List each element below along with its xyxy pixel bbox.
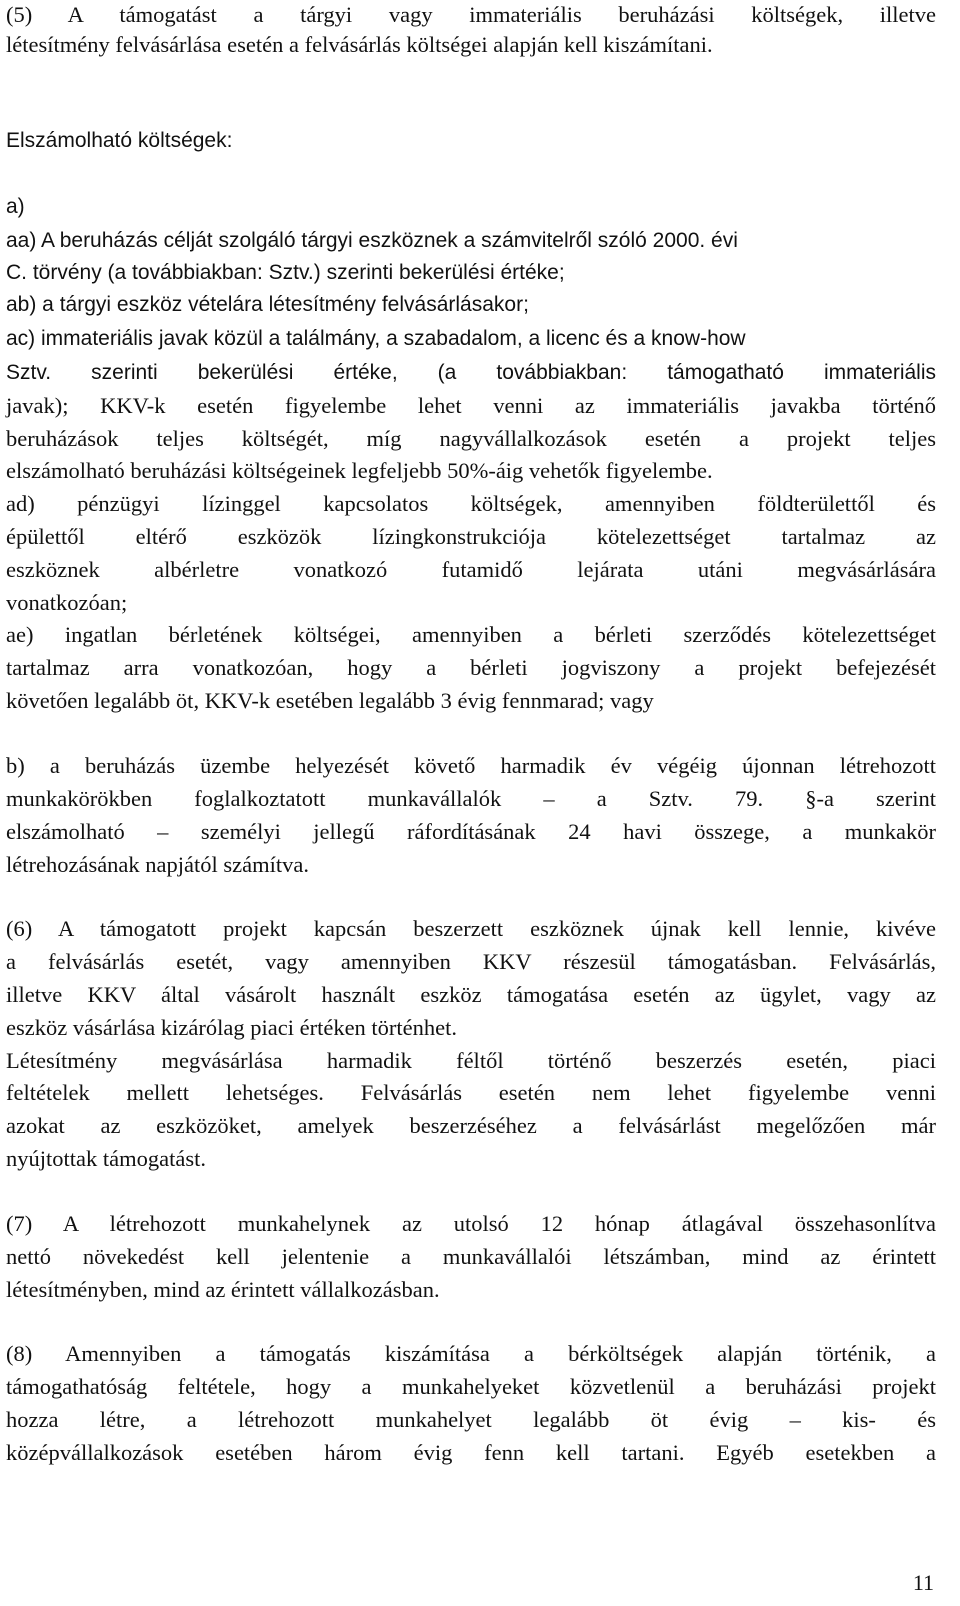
text-line: Sztv. szerinti bekerülési értéke, (a továbbiakban: támogatható immateriális [6, 361, 936, 384]
text-line: nyújtottak támogatást. [6, 1146, 206, 1171]
text-line: ae) ingatlan bérletének költségei, amennyiben a bérleti szerződés kötelezettséget [6, 622, 936, 647]
text-line: javak); KKV-k esetén figyelembe lehet venni az immateriális javakba történő [6, 393, 936, 418]
text-line: ac) immateriális javak közül a találmány, a szabadalom, a licenc és a know-how [6, 327, 746, 350]
text-line: elszámolható – személyi jellegű ráfordításának 24 havi összege, a munkakör [6, 819, 936, 844]
text-line: vonatkozóan; [6, 590, 128, 615]
text-line: a felvásárlás esetét, vagy amennyiben KKV részesül támogatásban. Felvásárlás, [6, 949, 936, 974]
text-line: feltételek mellett lehetséges. Felvásárlás esetén nem lehet figyelembe venni [6, 1080, 936, 1105]
text-line: (7) A létrehozott munkahelynek az utolsó 12 hónap átlagával összehasonlítva [6, 1211, 936, 1236]
text-line: nettó növekedést kell jelentenie a munkavállalói létszámban, mind az érintett [6, 1244, 936, 1269]
text-line: elszámolható beruházási költségeinek legfeljebb 50%-áig vehetők figyelembe. [6, 458, 713, 483]
text-line: hozza létre, a létrehozott munkahelyet legalább öt évig – kis- és [6, 1407, 936, 1432]
text-line: követően legalább öt, KKV-k esetében legalább 3 évig fennmarad; vagy [6, 688, 654, 713]
text-line: támogathatóság feltétele, hogy a munkahelyeket közvetlenül a beruházási projekt [6, 1374, 936, 1399]
text-line: munkakörökben foglalkoztatott munkavállalók – a Sztv. 79. §-a szerint [6, 786, 936, 811]
text-line: aa) A beruházás célját szolgáló tárgyi eszköznek a számvitelről szóló 2000. évi [6, 229, 738, 252]
text-line: Létesítmény megvásárlása harmadik féltől történő beszerzés esetén, piaci [6, 1048, 936, 1073]
text-line: tartalmaz arra vonatkozóan, hogy a bérleti jogviszony a projekt befejezését [6, 655, 936, 680]
text-line: (8) Amennyiben a támogatás kiszámítása a bérköltségek alapján történik, a [6, 1341, 936, 1366]
text-line: létesítményben, mind az érintett vállalkozásban. [6, 1277, 440, 1302]
text-line: (6) A támogatott projekt kapcsán beszerzett eszköznek újnak kell lennie, kivéve [6, 916, 936, 941]
text-line: épülettől eltérő eszközök lízingkonstrukciója kötelezettséget tartalmaz az [6, 524, 936, 549]
text-line: a) [6, 195, 25, 218]
text-line: ab) a tárgyi eszköz vételára létesítmény felvásárlásakor; [6, 293, 529, 316]
text-line: b) a beruházás üzembe helyezését követő harmadik év végéig újonnan létrehozott [6, 753, 936, 778]
text-line: eszköz vásárlása kizárólag piaci értéken történhet. [6, 1015, 458, 1040]
text-line: létesítmény felvásárlása esetén a felvásárlás költségei alapján kell kiszámítani. [6, 32, 713, 57]
text-line: beruházások teljes költségét, míg nagyvállalkozások esetén a projekt teljes [6, 426, 936, 451]
text-line: illetve KKV által vásárolt használt eszköz támogatása esetén az ügylet, vagy az [6, 982, 936, 1007]
text-line: létrehozásának napjától számítva. [6, 852, 309, 877]
text-line: (5) A támogatást a tárgyi vagy immateriális beruházási költségek, illetve [6, 2, 936, 27]
text-line: azokat az eszközöket, amelyek beszerzéséhez a felvásárlást megelőzően már [6, 1113, 936, 1138]
text-line: ad) pénzügyi lízinggel kapcsolatos költségek, amennyiben földterülettől és [6, 491, 936, 516]
text-line: középvállalkozások esetében három évig fenn kell tartani. Egyéb esetekben a [6, 1440, 936, 1465]
page-number: 11 [912, 1570, 934, 1595]
text-line: Elszámolható költségek: [6, 129, 233, 152]
text-line: eszköznek albérletre vonatkozó futamidő lejárata utáni megvásárlására [6, 557, 936, 582]
text-line: C. törvény (a továbbiakban: Sztv.) szerinti bekerülési értéke; [6, 261, 565, 284]
